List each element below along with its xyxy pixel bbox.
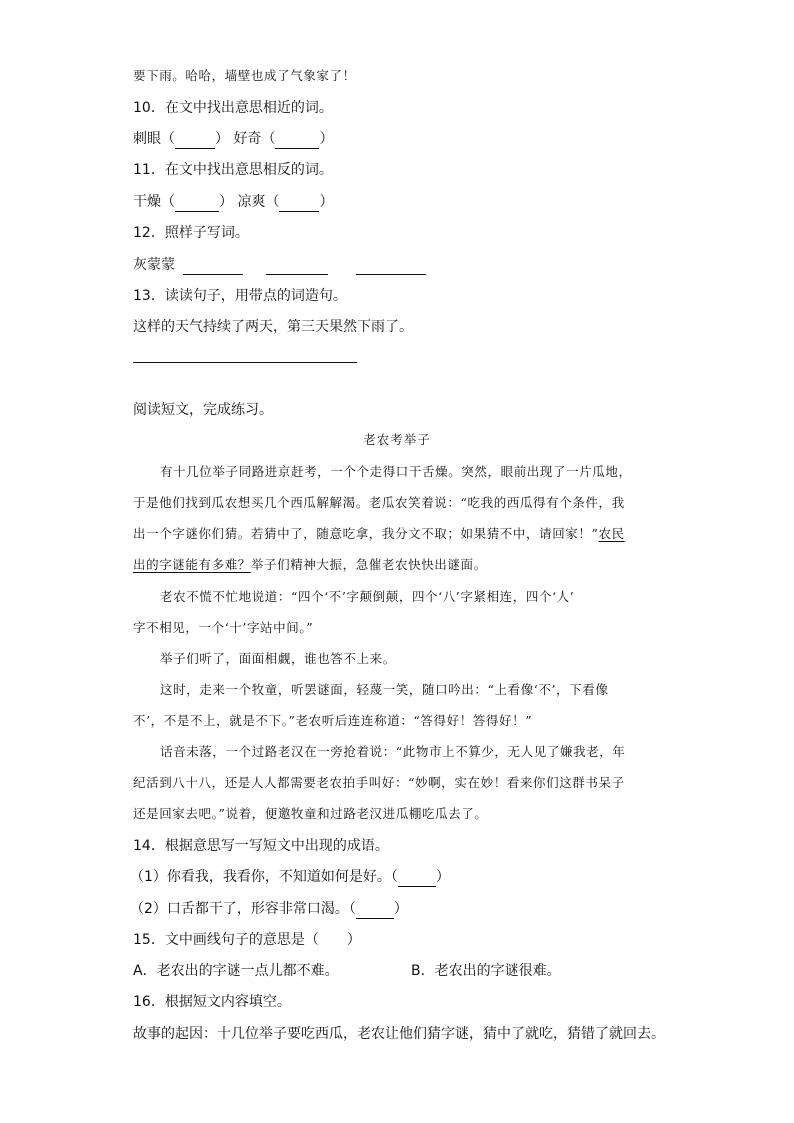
reading-instruction: 阅读短文，完成练习。: [133, 402, 273, 418]
question-11-answers: 干燥（ ） 凉爽（ ）: [133, 194, 334, 210]
question-14-item-1: （1）你看我，我看你，不知道如何是好。（ ）: [130, 869, 450, 885]
q11-blank-1[interactable]: [175, 197, 219, 212]
question-13-label: 13．读读句子，用带点的词造句。: [133, 288, 347, 304]
story-paragraph-5-line-2: 纪活到八十八，还是人人都需要老农拍手叫好：“妙啊，实在妙！看来你们这群书呆子: [133, 775, 625, 790]
question-14-label: 14．根据意思写一写短文中出现的成语。: [133, 838, 389, 854]
story-paragraph-5-line-3: 还是回家去吧。”说着，便邀牧童和过路老汉进瓜棚吃瓜去了。: [133, 806, 488, 821]
question-13-sentence: 这样的天气持续了两天，第三天果然下雨了。: [133, 319, 413, 335]
story-paragraph-1-line-1: 有十几位举子同路进京赶考，一个个走得口干舌燥。突然，眼前出现了一片瓜地，: [160, 464, 632, 479]
q12-blank-3[interactable]: [356, 260, 426, 275]
question-12-answers: [133, 255, 426, 275]
story-paragraph-3: 举子们听了，面面相觑，谁也答不上来。: [160, 651, 396, 666]
question-10-answers: 刺眼（ ） 好奇（ ）: [133, 131, 334, 147]
q14-blank-1[interactable]: [398, 872, 436, 887]
story-paragraph-4-line-2: 不’，不是不上，就是不下。”老农听后连连称道：“答得好！答得好！”: [133, 713, 533, 728]
q12-example-word: 灰蒙蒙: [133, 257, 175, 273]
q10-word-1: 刺眼（: [133, 131, 175, 147]
question-13-answer-line[interactable]: [133, 362, 357, 363]
question-16-cause: 故事的起因：十几位举子要吃西瓜，老农让他们猜字谜，猜中了就吃，猜错了就回去。: [133, 1026, 665, 1042]
question-16-label: 16．根据短文内容填空。: [133, 994, 291, 1010]
question-15-label: 15．文中画线句子的意思是（ ）: [133, 932, 361, 948]
q10-blank-2[interactable]: [275, 134, 319, 149]
story-paragraph-1-line-4: 出的字谜能有多难？举子们精神大振，急催老农快快出谜面。: [133, 557, 487, 572]
question-11-label: 11．在文中找出意思相反的词。: [133, 162, 333, 178]
story-paragraph-4-line-1: 这时，走来一个牧童，听罢谜面，轻蔑一笑，随口吟出：“上看像‘不’，下看像: [160, 682, 609, 697]
story-paragraph-1-line-3: 出一个字谜你们猜。若猜中了，随意吃拿，我分文不取；如果猜不中，请回家！”农民: [133, 526, 625, 541]
underlined-sentence-start: 农民: [598, 526, 625, 541]
q12-blank-2[interactable]: [266, 260, 328, 275]
underlined-sentence-end: 出的字谜能有多难？: [133, 557, 251, 572]
question-12-label: 12．照样子写词。: [133, 225, 249, 241]
story-paragraph-2-line-1: 老农不慌不忙地说道：“四个‘不’字颠倒颠，四个‘八’字紧相连，四个‘人’: [160, 589, 575, 604]
question-15-option-a[interactable]: A．老农出的字谜一点儿都不难。: [133, 963, 339, 979]
story-paragraph-1-line-2: 于是他们找到瓜农想买几个西瓜解解渴。老瓜农笑着说：“吃我的西瓜得有个条件，我: [133, 495, 625, 510]
q11-word-1: 干燥（: [133, 194, 175, 210]
story-title: 老农考举子: [363, 432, 431, 447]
q14-blank-2[interactable]: [356, 904, 394, 919]
q10-word-2: 好奇（: [233, 131, 276, 147]
question-10-label: 10．在文中找出意思相近的词。: [133, 100, 333, 116]
q12-blank-1[interactable]: [183, 260, 243, 275]
story-paragraph-2-line-2: 字不相见，一个‘十’字站中间。”: [133, 620, 314, 635]
q10-blank-1[interactable]: [175, 134, 215, 149]
q11-blank-2[interactable]: [279, 197, 319, 212]
question-14-item-2: （2）口舌都干了，形容非常口渴。（ ）: [130, 901, 408, 917]
story-closing-line: 要下雨。哈哈，墙壁也成了气象家了！: [133, 68, 356, 83]
question-15-option-b[interactable]: B．老农出的字谜很难。: [411, 963, 561, 979]
q11-word-2: 凉爽（: [237, 194, 280, 210]
story-paragraph-5-line-1: 话音未落，一个过路老汉在一旁抢着说：“此物市上不算少，无人见了嫌我老，年: [160, 744, 626, 759]
